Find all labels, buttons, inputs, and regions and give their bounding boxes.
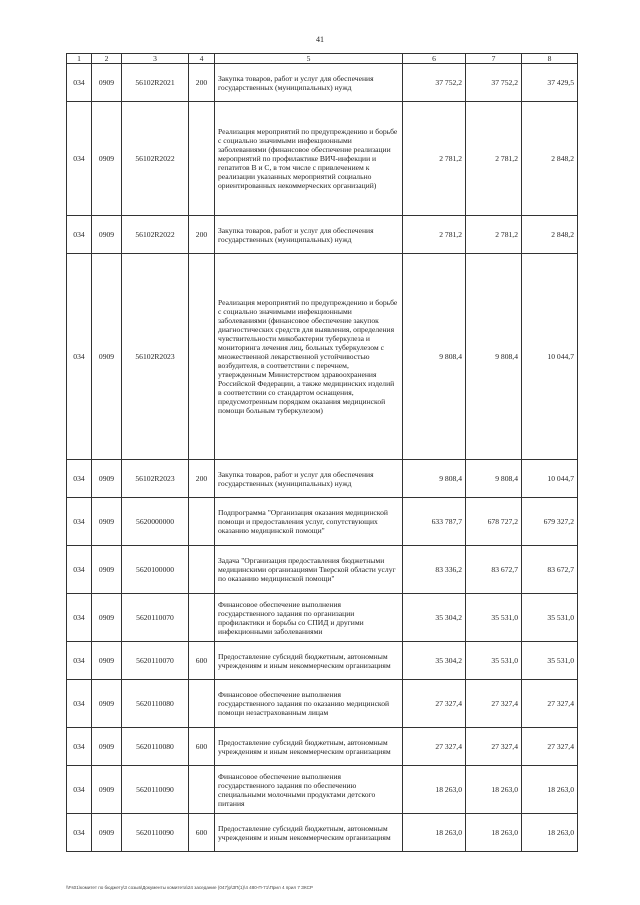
- cell-expense-type: 200: [189, 460, 215, 498]
- cell-amount-year1: 9 808,4: [403, 254, 466, 460]
- cell-section-code: 0909: [92, 766, 122, 814]
- cell-target-article: 5620110080: [122, 728, 189, 766]
- cell-amount-year1: 18 263,0: [403, 766, 466, 814]
- cell-section-code: 0909: [92, 546, 122, 594]
- cell-expense-type: [189, 102, 215, 216]
- table-row: [67, 594, 578, 642]
- cell-ministry-code: 034: [67, 64, 92, 102]
- cell-amount-year2: 27 327,4: [466, 728, 522, 766]
- cell-amount-year3: 2 848,2: [522, 216, 578, 254]
- cell-ministry-code: 034: [67, 216, 92, 254]
- table-row: [67, 498, 578, 546]
- cell-amount-year3: 27 327,4: [522, 680, 578, 728]
- table-row: [67, 102, 578, 216]
- cell-target-article: 56102R2021: [122, 64, 189, 102]
- file-path-footer: \\Fs01\комитет по бюджету\3 созыв\Документы комитета\24 заседание (047)р\ЗП(1)\4 480-П-71\Прил 4 прил 7 ЗКСР: [66, 885, 313, 890]
- cell-target-article: 56102R2023: [122, 254, 189, 460]
- table-row: [67, 254, 578, 460]
- column-header: 4: [189, 54, 215, 64]
- cell-amount-year3: 35 531,0: [522, 594, 578, 642]
- cell-ministry-code: 034: [67, 814, 92, 852]
- cell-amount-year2: 35 531,0: [466, 594, 522, 642]
- cell-amount-year3: 10 044,7: [522, 254, 578, 460]
- cell-target-article: 5620100000: [122, 546, 189, 594]
- cell-expense-type: 200: [189, 216, 215, 254]
- cell-amount-year2: 2 781,2: [466, 102, 522, 216]
- cell-description: Закупка товаров, работ и услуг для обеспечения государственных (муниципальных) нужд: [215, 64, 403, 102]
- cell-amount-year2: 35 531,0: [466, 642, 522, 680]
- cell-ministry-code: 034: [67, 460, 92, 498]
- cell-amount-year1: 9 808,4: [403, 460, 466, 498]
- cell-expense-type: [189, 498, 215, 546]
- cell-target-article: 5620000000: [122, 498, 189, 546]
- cell-amount-year3: 27 327,4: [522, 728, 578, 766]
- cell-target-article: 5620110090: [122, 814, 189, 852]
- cell-amount-year3: 679 327,2: [522, 498, 578, 546]
- cell-amount-year2: 83 672,7: [466, 546, 522, 594]
- table-row: [67, 460, 578, 498]
- cell-section-code: 0909: [92, 102, 122, 216]
- cell-description: Подпрограмма "Организация оказания медицинской помощи и предоставления услуг, сопутствующих оказанию медицинской помощи": [215, 498, 403, 546]
- cell-expense-type: [189, 766, 215, 814]
- cell-target-article: 56102R2023: [122, 460, 189, 498]
- page-number: 41: [316, 35, 324, 44]
- cell-amount-year3: 10 044,7: [522, 460, 578, 498]
- cell-amount-year3: 35 531,0: [522, 642, 578, 680]
- cell-expense-type: [189, 680, 215, 728]
- cell-amount-year2: 9 808,4: [466, 460, 522, 498]
- cell-amount-year1: 27 327,4: [403, 728, 466, 766]
- cell-ministry-code: 034: [67, 546, 92, 594]
- cell-expense-type: [189, 254, 215, 460]
- cell-ministry-code: 034: [67, 254, 92, 460]
- cell-section-code: 0909: [92, 642, 122, 680]
- column-header: 8: [522, 54, 578, 64]
- cell-section-code: 0909: [92, 814, 122, 852]
- table-row: [67, 216, 578, 254]
- cell-expense-type: 600: [189, 814, 215, 852]
- cell-expense-type: [189, 594, 215, 642]
- cell-section-code: 0909: [92, 680, 122, 728]
- cell-target-article: 5620110080: [122, 680, 189, 728]
- cell-description: Закупка товаров, работ и услуг для обеспечения государственных (муниципальных) нужд: [215, 460, 403, 498]
- cell-description: Финансовое обеспечение выполнения государственного задания по обеспечению специальными молочными продуктами детского питания: [215, 766, 403, 814]
- cell-description: Реализация мероприятий по предупреждению и борьбе с социально значимыми инфекционными заболеваниями (финансовое обеспечение реализации мероприятий по профилактике ВИЧ-инфекции и гепатитов В и С, в том числе с привлечением к реализации указанных мероприятий социально ориентированных некоммерческих организаций): [215, 102, 403, 216]
- budget-table: [66, 53, 578, 852]
- cell-amount-year3: 83 672,7: [522, 546, 578, 594]
- cell-section-code: 0909: [92, 498, 122, 546]
- cell-amount-year1: 2 781,2: [403, 102, 466, 216]
- cell-section-code: 0909: [92, 254, 122, 460]
- column-header: 2: [92, 54, 122, 64]
- cell-ministry-code: 034: [67, 594, 92, 642]
- cell-target-article: 56102R2022: [122, 102, 189, 216]
- table-row: [67, 642, 578, 680]
- cell-amount-year3: 37 429,5: [522, 64, 578, 102]
- cell-section-code: 0909: [92, 460, 122, 498]
- cell-description: Предоставление субсидий бюджетным, автономным учреждениям и иным некоммерческим организациям: [215, 814, 403, 852]
- cell-amount-year2: 18 263,0: [466, 766, 522, 814]
- cell-expense-type: 200: [189, 64, 215, 102]
- cell-amount-year1: 83 336,2: [403, 546, 466, 594]
- cell-target-article: 56102R2022: [122, 216, 189, 254]
- cell-description: Задача "Организация предоставления бюджетными медицинскими организациями Тверской области услуг по оказанию медицинской помощи": [215, 546, 403, 594]
- column-header: 7: [466, 54, 522, 64]
- table-row: [67, 814, 578, 852]
- cell-amount-year1: 27 327,4: [403, 680, 466, 728]
- cell-amount-year1: 35 304,2: [403, 642, 466, 680]
- cell-amount-year2: 2 781,2: [466, 216, 522, 254]
- cell-amount-year1: 633 787,7: [403, 498, 466, 546]
- cell-target-article: 5620110070: [122, 642, 189, 680]
- cell-description: Предоставление субсидий бюджетным, автономным учреждениям и иным некоммерческим организациям: [215, 642, 403, 680]
- table-row: [67, 766, 578, 814]
- cell-amount-year2: 27 327,4: [466, 680, 522, 728]
- cell-amount-year2: 18 263,0: [466, 814, 522, 852]
- cell-section-code: 0909: [92, 594, 122, 642]
- cell-description: Реализация мероприятий по предупреждению и борьбе с социально значимыми инфекционными заболеваниями (финансовое обеспечение закупок диагностических средств для выявления, определения чувствительности микобактерии туберкулеза и мониторинга лечения лиц, больных туберкулезом с множественной лекарственной устойчивостью возбудителя, в соответствии с перечнем, утвержденным Министерством здравоохранения Российской Федерации, а также медицинских изделий в соответствии со стандартом оснащения, предусмотренным порядком оказания медицинской помощи больным туберкулезом): [215, 254, 403, 460]
- cell-amount-year3: 2 848,2: [522, 102, 578, 216]
- column-header: 6: [403, 54, 466, 64]
- cell-amount-year1: 18 263,0: [403, 814, 466, 852]
- cell-amount-year2: 678 727,2: [466, 498, 522, 546]
- cell-amount-year2: 37 752,2: [466, 64, 522, 102]
- column-header: 1: [67, 54, 92, 64]
- column-header: 3: [122, 54, 189, 64]
- table-row: [67, 64, 578, 102]
- cell-description: Финансовое обеспечение выполнения государственного задания по организации профилактики и борьбы со СПИД и другими инфекционными заболеваниями: [215, 594, 403, 642]
- cell-amount-year1: 35 304,2: [403, 594, 466, 642]
- cell-expense-type: 600: [189, 642, 215, 680]
- cell-ministry-code: 034: [67, 498, 92, 546]
- cell-amount-year3: 18 263,0: [522, 766, 578, 814]
- cell-description: Закупка товаров, работ и услуг для обеспечения государственных (муниципальных) нужд: [215, 216, 403, 254]
- cell-section-code: 0909: [92, 64, 122, 102]
- cell-target-article: 5620110070: [122, 594, 189, 642]
- cell-expense-type: 600: [189, 728, 215, 766]
- cell-description: Финансовое обеспечение выполнения государственного задания по оказанию медицинской помощи незастрахованным лицам: [215, 680, 403, 728]
- column-header: 5: [215, 54, 403, 64]
- table-row: [67, 680, 578, 728]
- cell-ministry-code: 034: [67, 680, 92, 728]
- cell-amount-year1: 2 781,2: [403, 216, 466, 254]
- cell-section-code: 0909: [92, 728, 122, 766]
- cell-ministry-code: 034: [67, 642, 92, 680]
- column-number-row: [67, 54, 578, 64]
- cell-amount-year3: 18 263,0: [522, 814, 578, 852]
- cell-section-code: 0909: [92, 216, 122, 254]
- cell-amount-year2: 9 808,4: [466, 254, 522, 460]
- table-row: [67, 546, 578, 594]
- cell-description: Предоставление субсидий бюджетным, автономным учреждениям и иным некоммерческим организациям: [215, 728, 403, 766]
- cell-ministry-code: 034: [67, 766, 92, 814]
- cell-amount-year1: 37 752,2: [403, 64, 466, 102]
- cell-target-article: 5620110090: [122, 766, 189, 814]
- cell-expense-type: [189, 546, 215, 594]
- table-row: [67, 728, 578, 766]
- cell-ministry-code: 034: [67, 728, 92, 766]
- cell-ministry-code: 034: [67, 102, 92, 216]
